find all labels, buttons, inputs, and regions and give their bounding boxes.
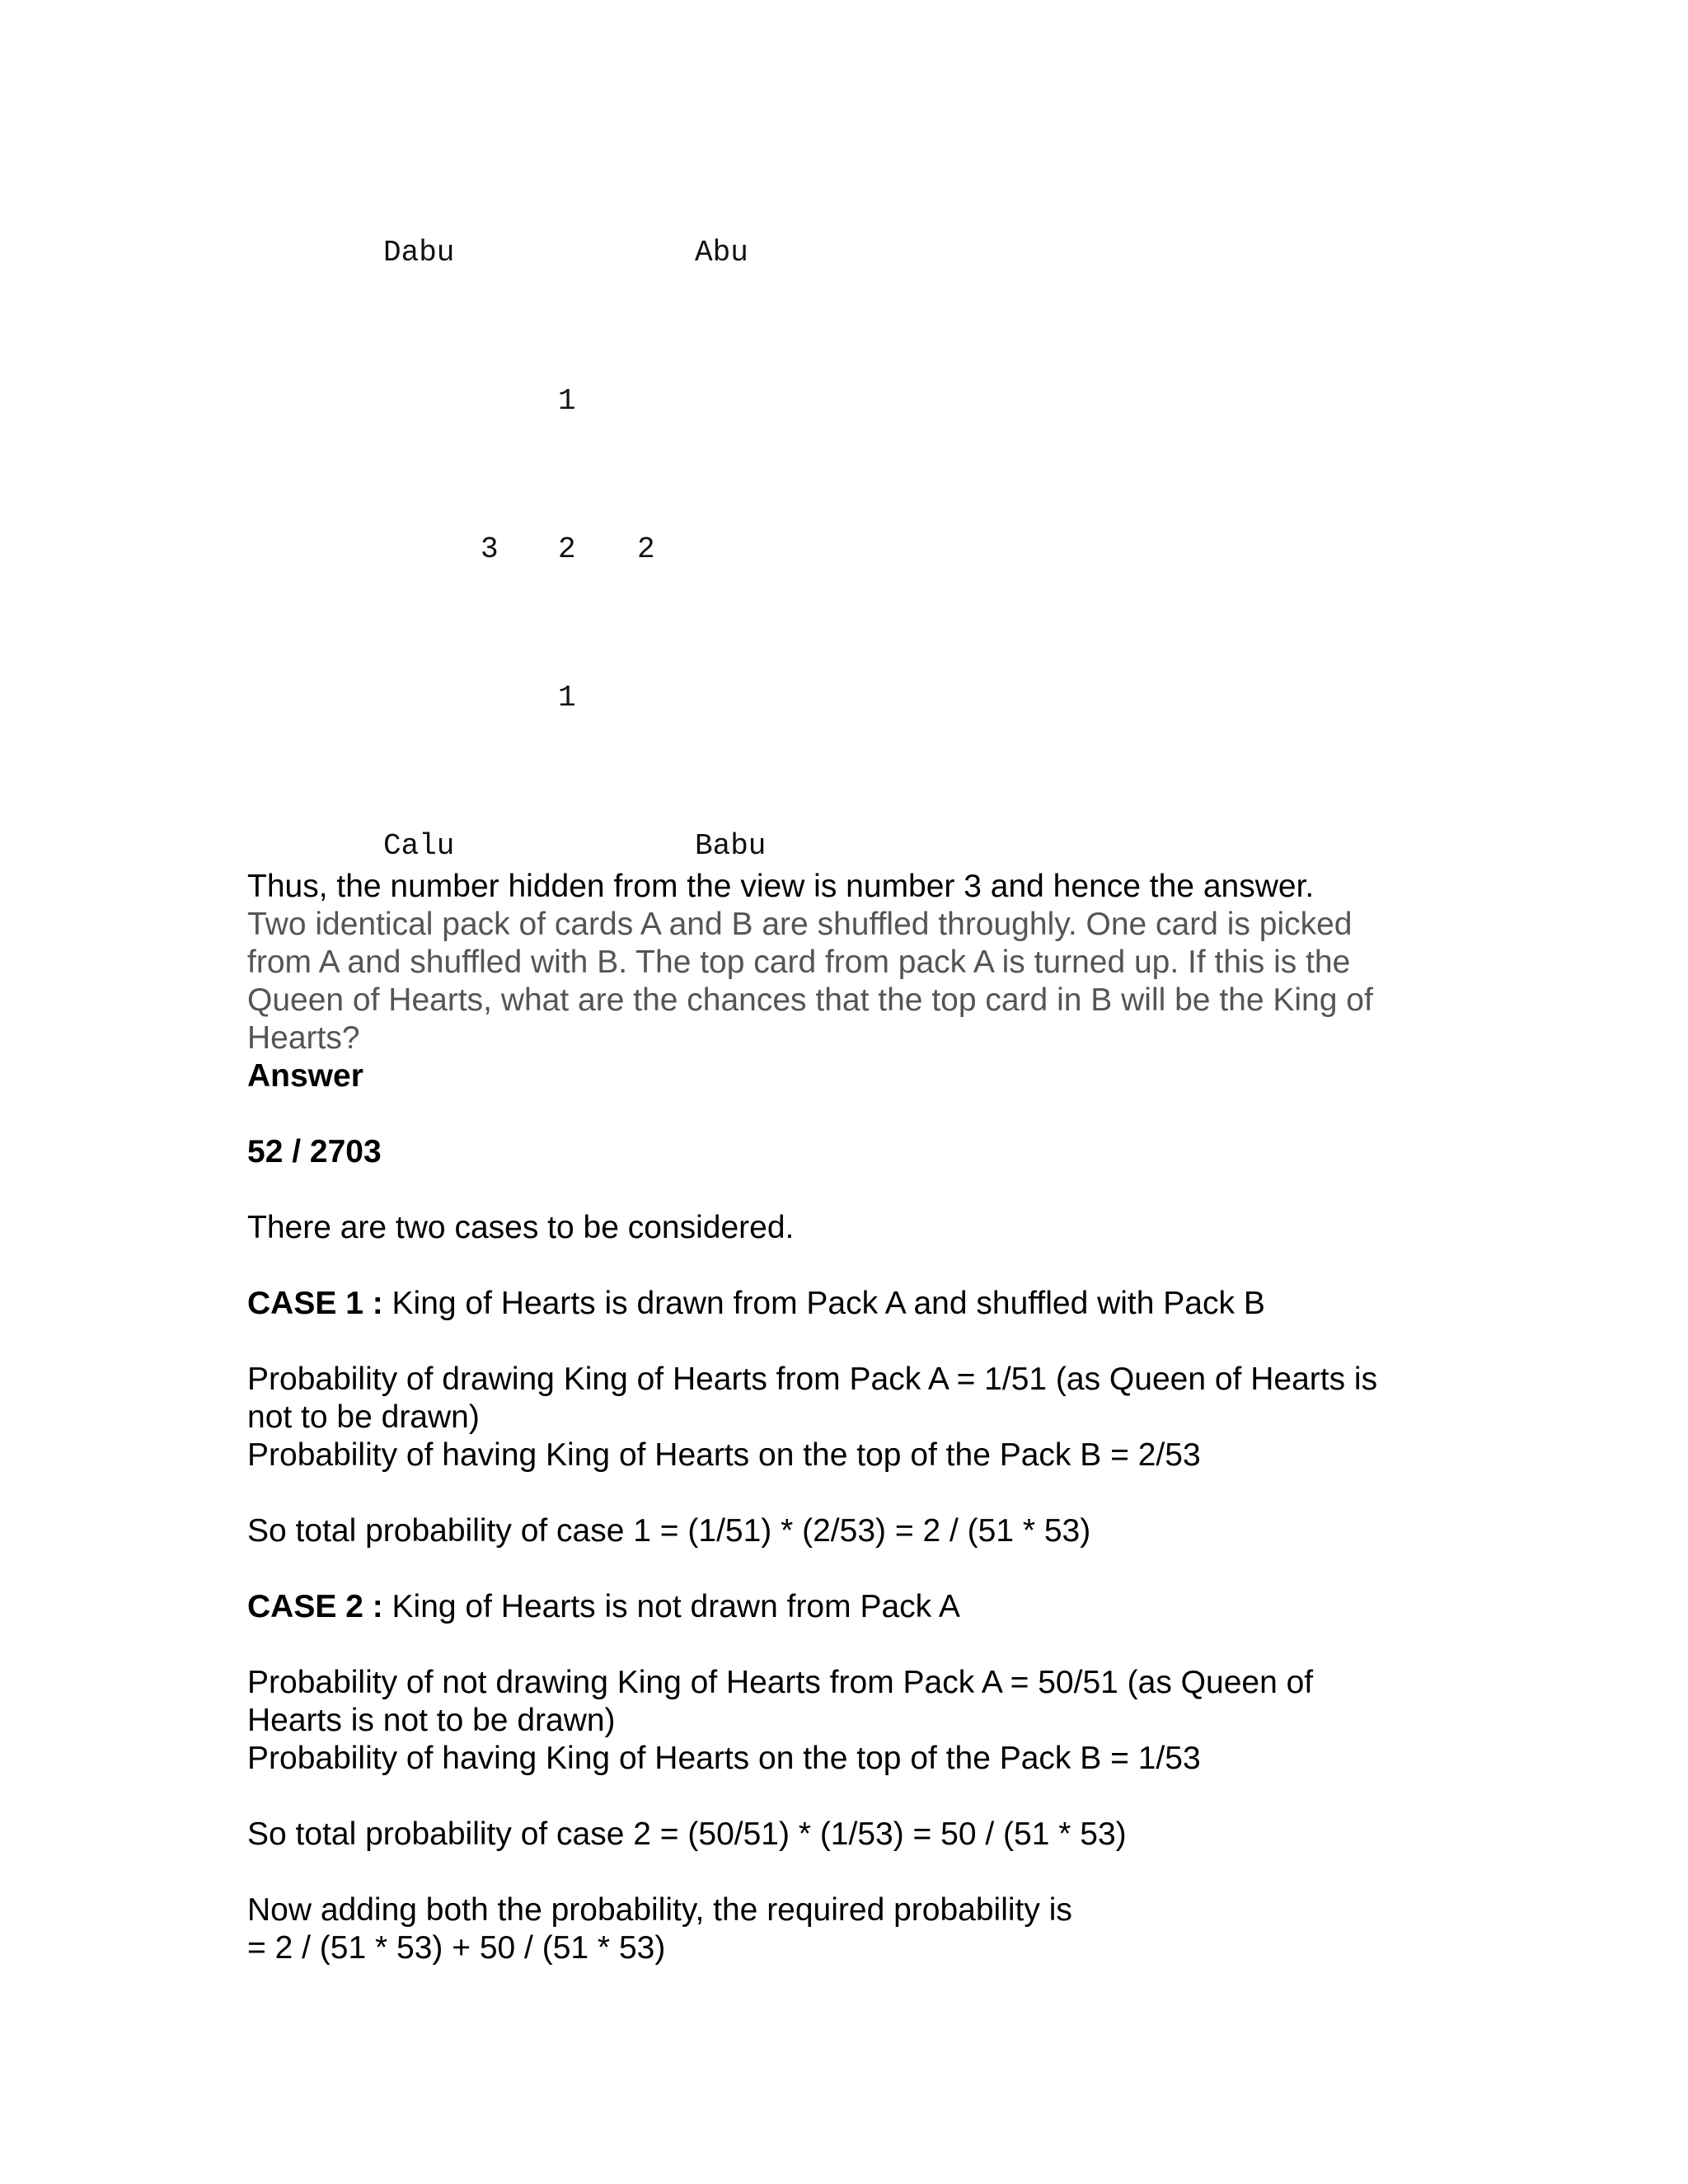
case1-heading: [247, 1285, 1265, 1323]
conclusion-text: Thus, the number hidden from the view is number 3 and hence the answer.: [247, 869, 1315, 904]
diagram-label-dabu: Dabu: [383, 236, 455, 269]
case1-label: CASE 1 :: [247, 1286, 383, 1321]
diagram-number-left: 3: [481, 532, 499, 566]
case2-title: King of Hearts is not drawn from Pack A: [382, 1589, 960, 1624]
case2-line-2: Probability of having King of Hearts on the top of the Pack B = 1/53: [247, 1741, 1201, 1776]
case2-total: So total probability of case 2 = (50/51) * (1/53) = 50 / (51 * 53): [247, 1816, 1127, 1852]
case2-heading: [247, 1588, 960, 1626]
diagram-number-bottom: 1: [558, 681, 576, 715]
question-line-3: Queen of Hearts, what are the chances that the top card in B will be the King of: [247, 982, 1373, 1018]
sum-line-1: Now adding both the probability, the required probability is: [247, 1892, 1072, 1928]
case1-line-1b: not to be drawn): [247, 1399, 480, 1435]
sum-line-2: = 2 / (51 * 53) + 50 / (51 * 53): [247, 1930, 666, 1966]
answer-heading: Answer: [247, 1058, 363, 1094]
diagram-number-center: 2: [558, 532, 576, 566]
case1-total: So total probability of case 1 = (1/51) * (2/53) = 2 / (51 * 53): [247, 1513, 1091, 1549]
diagram-number-right: 2: [637, 532, 655, 566]
diagram-label-calu: Calu: [383, 829, 455, 863]
question-line-4: Hearts?: [247, 1020, 360, 1056]
diagram-label-abu: Abu: [695, 236, 748, 269]
case2-line-1b: Hearts is not to be drawn): [247, 1703, 616, 1738]
case1-line-1a: Probability of drawing King of Hearts from Pack A = 1/51 (as Queen of Hearts is: [247, 1361, 1378, 1397]
case1-title: King of Hearts is drawn from Pack A and shuffled with Pack B: [382, 1286, 1265, 1321]
question-line-1: Two identical pack of cards A and B are shuffled throughly. One card is picked: [247, 907, 1353, 942]
case2-label: CASE 2 :: [247, 1589, 383, 1624]
answer-value: 52 / 2703: [247, 1134, 382, 1169]
case2-line-1a: Probability of not drawing King of Hearts from Pack A = 50/51 (as Queen of: [247, 1665, 1314, 1700]
answer-intro: There are two cases to be considered.: [247, 1210, 795, 1245]
diagram-number-top: 1: [558, 384, 576, 418]
case1-line-2: Probability of having King of Hearts on the top of the Pack B = 2/53: [247, 1437, 1201, 1473]
diagram-label-babu: Babu: [695, 829, 767, 863]
question-line-2: from A and shuffled with B. The top card from pack A is turned up. If this is the: [247, 944, 1351, 980]
